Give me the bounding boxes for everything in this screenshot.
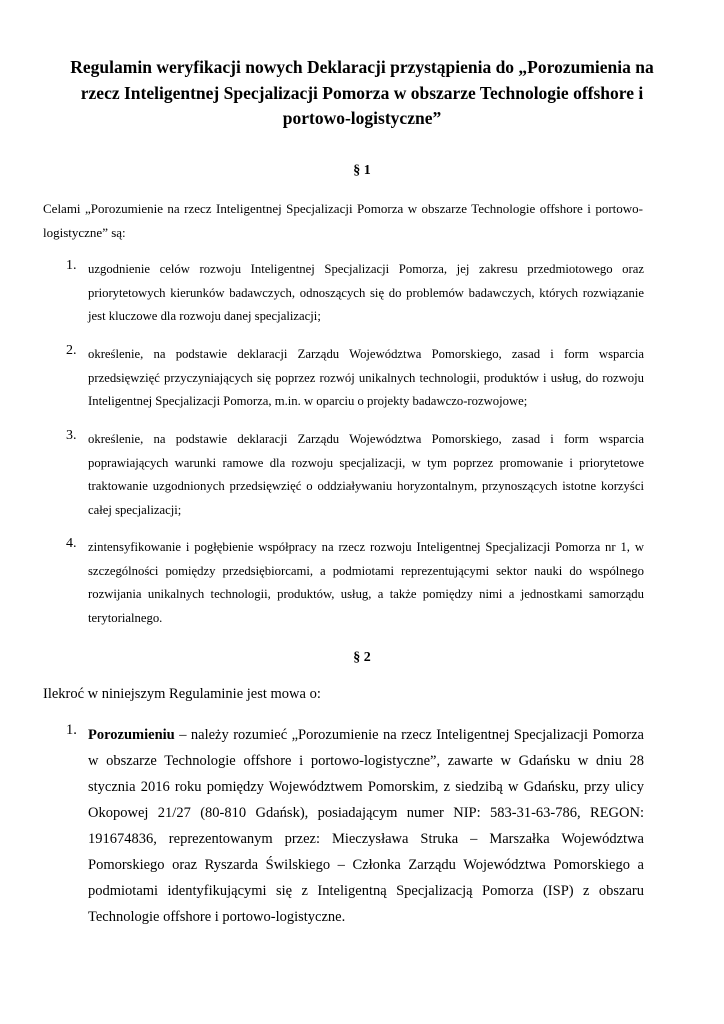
list-item-text: zintensyfikowanie i pogłębienie współpracy na rzecz rozwoju Inteligentnej Specjalizacji Pomorza nr 1, w szczególności pomiędzy przedsiębiorcami, a podmiotami reprezentującymi sektor nauki do wspólnego rozwijania unikalnych technologii, produktów, usług, a także pomiędzy nimi a jednostkami samorządu terytorialnego. bbox=[88, 540, 644, 626]
section-2-intro: Ilekroć w niniejszym Regulaminie jest mowa o: bbox=[43, 686, 321, 702]
list-item-number: 2. bbox=[66, 343, 77, 358]
list-item-number: 4. bbox=[66, 536, 77, 551]
list-item-text: uzgodnienie celów rozwoju Inteligentnej Specjalizacji Pomorza, jej zakresu przedmiotowego oraz priorytetowych kierunków badawczych, odnoszących się do problemów badawczych, których rozwiązanie jest kluczowe dla rozwoju danej specjalizacji; bbox=[88, 262, 644, 324]
list-item-number: 1. bbox=[66, 722, 77, 738]
definition-term: Porozumieniu bbox=[88, 727, 175, 743]
list-item bbox=[66, 536, 644, 631]
list-item-number: 1. bbox=[66, 258, 77, 273]
document-title: Regulamin weryfikacji nowych Deklaracji przystąpienia do „Porozumienia na rzecz Inteligentnej Specjalizacji Pomorza w obszarze Technologie offshore i portowo-logistyczne” bbox=[70, 57, 654, 128]
section-2-heading: § 2 bbox=[353, 650, 371, 665]
section-1-heading: § 1 bbox=[353, 163, 371, 178]
list-item-text: określenie, na podstawie deklaracji Zarządu Województwa Pomorskiego, zasad i form wsparcia poprawiających warunki ramowe dla rozwoju specjalizacji, w tym poprzez promowanie i priorytetowe traktowanie uzgodnionych przedsięwzięć o oddziaływaniu horyzontalnym, przynoszących istotne korzyści całej specjalizacji; bbox=[88, 432, 644, 518]
list-item bbox=[66, 428, 644, 523]
list-item bbox=[66, 343, 644, 414]
definition-body: – należy rozumieć „Porozumienie na rzecz Inteligentnej Specjalizacji Pomorza w obszarze Technologie offshore i portowo-logistyczne”, zawarte w Gdańsku w dniu 28 stycznia 2016 roku pomiędzy Województwem Pomorskim, z siedzibą w Gdańsku, przy ulicy Okopowej 21/27 (80-810 Gdańsk), posiadającym numer NIP: 583-31-63-786, REGON: 191674836, reprezentowanym przez: Mieczysława Struka – Marszałka Województwa Pomorskiego oraz Ryszarda Świlskiego – Członka Zarządu Województwa Pomorskiego a podmiotami identyfikującymi się z Inteligentną Specjalizacją Pomorza (ISP) z obszaru Technologie offshore i portowo-logistyczne. bbox=[88, 727, 644, 925]
list-item-number: 3. bbox=[66, 428, 77, 443]
definition-item bbox=[66, 722, 644, 930]
list-item bbox=[66, 258, 644, 329]
section-1-intro: Celami „Porozumienie na rzecz Inteligentnej Specjalizacji Pomorza w obszarze Technologie offshore i portowo-logistyczne” są: bbox=[43, 201, 643, 240]
list-item-text: określenie, na podstawie deklaracji Zarządu Województwa Pomorskiego, zasad i form wsparcia przedsięwzięć przyczyniających się poprzez rozwój unikalnych technologii, produktów i usług, do rozwoju Inteligentnej Specjalizacji Pomorza, m.in. w oparciu o projekty badawczo-rozwojowe; bbox=[88, 347, 644, 409]
definition-text bbox=[88, 722, 644, 930]
